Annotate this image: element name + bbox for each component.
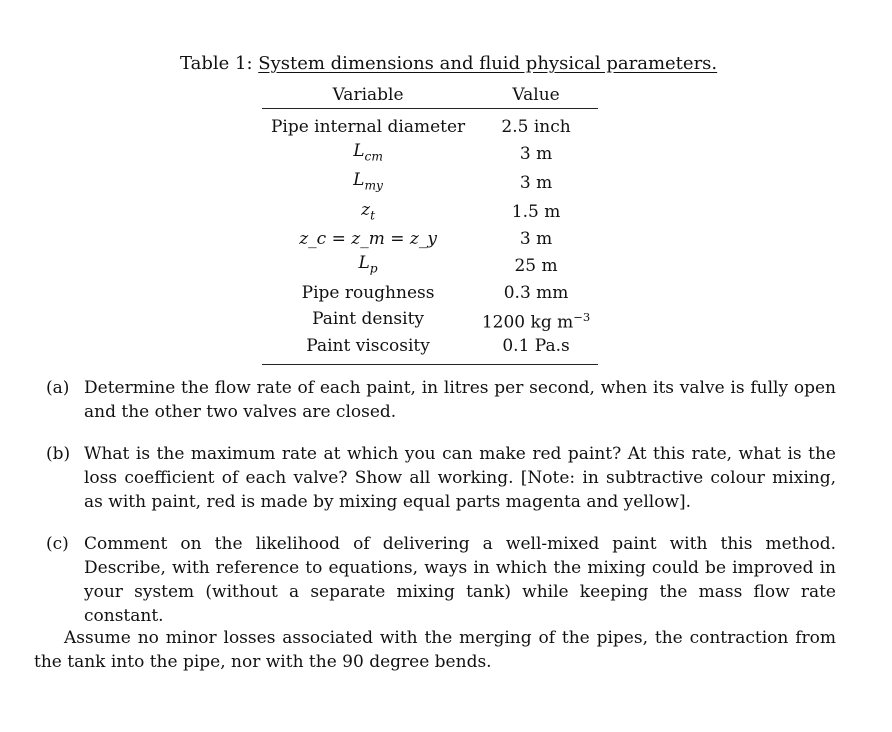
caption-label: Table 1: — [180, 53, 253, 74]
variable-cell — [262, 251, 474, 280]
question-text: Comment on the likelihood of delivering a well-mixed paint with this method. Describe, with reference to equations, ways in which the mixing could be improved in your system (without a separate mixing tank) while keeping the mass flow rate constant. — [84, 534, 836, 626]
variable-cell — [262, 198, 474, 227]
value-text: 1200 kg m — [481, 312, 574, 333]
table-row — [262, 227, 598, 251]
parameters-table-container — [262, 82, 598, 365]
value-cell — [474, 305, 598, 335]
table-row — [262, 334, 598, 365]
table-row — [262, 139, 598, 168]
header-variable: Variable — [262, 82, 474, 109]
assumption-note: Assume no minor losses associated with the merging of the pipes, the contraction from the tank into the pipe, nor with the 90 degree bends. — [34, 628, 836, 672]
question-item — [46, 376, 836, 424]
table-row — [262, 281, 598, 305]
caption-text: System dimensions and fluid physical parameters. — [258, 53, 718, 74]
value-cell: 0.1 Pa.s — [474, 334, 598, 365]
variable-symbol: z — [361, 199, 371, 220]
value-cell: 3 m — [519, 143, 553, 164]
variable-subscript: my — [364, 178, 383, 193]
variable-subscript: p — [369, 261, 378, 276]
variable-cell: Pipe internal diameter — [270, 117, 466, 137]
value-cell: 3 m — [519, 173, 553, 194]
table-row — [262, 251, 598, 280]
question-text: What is the maximum rate at which you can make red paint? At this rate, what is the loss coefficient of each valve? Show all working. [Note: in subtractive colour mixing, as with paint, red is made by mixing equal parts magenta and yellow]. — [84, 444, 836, 512]
value-cell: 3 m — [519, 229, 553, 250]
variable-cell — [262, 168, 474, 197]
variable-symbol: L — [358, 253, 370, 274]
variable-cell — [262, 139, 474, 168]
equation-symbol: z_c = z_m = z_y — [299, 229, 437, 250]
variable-cell — [262, 227, 474, 251]
value-cell: 1.5 m — [511, 202, 561, 223]
question-item — [46, 532, 836, 628]
variable-subscript: t — [370, 208, 375, 223]
value-cell: 25 m — [514, 255, 558, 276]
table-row — [262, 305, 598, 335]
variable-cell: Paint viscosity — [262, 334, 474, 365]
table-row — [262, 109, 598, 140]
table-header-row — [262, 82, 598, 109]
table-caption — [180, 52, 718, 76]
table-row — [262, 198, 598, 227]
question-label: (b) — [46, 444, 71, 464]
header-value: Value — [474, 82, 598, 109]
question-text: Determine the flow rate of each paint, in litres per second, when its valve is fully open and the other two valves are closed. — [84, 378, 836, 422]
question-list — [46, 376, 836, 646]
question-label: (c) — [46, 534, 69, 554]
variable-symbol: L — [353, 170, 365, 191]
value-cell: 2.5 inch — [501, 117, 571, 137]
parameters-table — [262, 82, 598, 365]
table-row — [262, 168, 598, 197]
variable-symbol: L — [353, 141, 365, 161]
question-label: (a) — [46, 378, 70, 398]
variable-subscript: cm — [364, 149, 383, 164]
value-exponent: −3 — [573, 309, 591, 324]
variable-cell: Paint density — [312, 309, 425, 330]
variable-cell: Pipe roughness — [301, 282, 435, 303]
question-item — [46, 442, 836, 514]
value-cell: 0.3 mm — [503, 282, 569, 303]
